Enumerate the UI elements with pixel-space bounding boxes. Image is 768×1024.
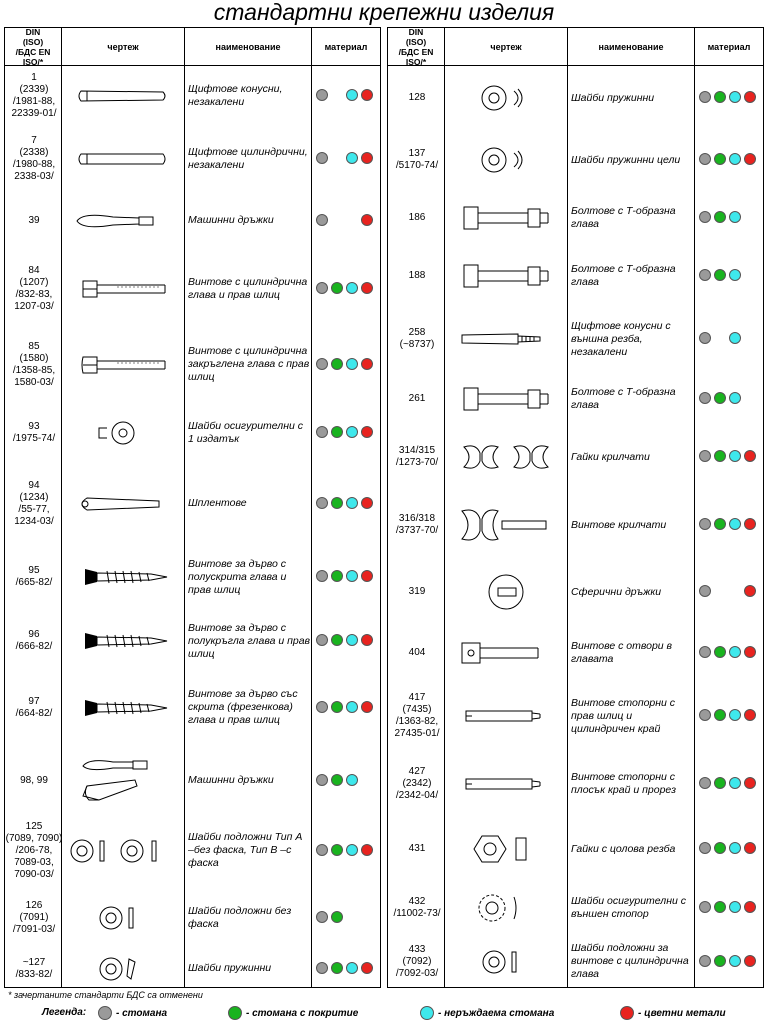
part-name: Шайби пружинни (188, 962, 272, 974)
material-indicators (696, 424, 762, 490)
din-number: 258 (~8737) (399, 327, 435, 350)
material-indicators (313, 249, 379, 328)
din-number: 432 /11002-73/ (393, 896, 441, 919)
coated-steel-dot (714, 518, 726, 530)
din-number: 94 (1234) /55-77, 1234-03/ (14, 479, 54, 527)
coated-steel-dot (331, 570, 343, 582)
steel-dot (316, 426, 328, 438)
header-name: наименование (598, 41, 664, 52)
nonferrous-dot (744, 955, 756, 967)
part-name: Винтове крилчати (571, 518, 667, 531)
din-number: 95 /665-82/ (15, 565, 53, 588)
part-name: Шайби пружинни (571, 91, 655, 104)
part-name: Щифтове цилиндрични, незакалени (188, 146, 308, 171)
table-row (5, 670, 380, 745)
table-row (5, 612, 380, 670)
part-name: Винтове за дърво с полукръгла глава и прав шлиц (188, 621, 311, 660)
material-indicators (696, 189, 762, 247)
part-name: Шплентове (188, 497, 247, 509)
steel-dot (699, 269, 711, 281)
table-row (388, 424, 763, 490)
steel-dot (316, 89, 328, 101)
material-indicators (313, 65, 379, 126)
coated-steel-dot (714, 955, 726, 967)
nonferrous-dot (744, 585, 756, 597)
material-indicators (313, 542, 379, 612)
nonferrous-dot (744, 777, 756, 789)
footnote: * зачертаните стандарти БДС са отменени (8, 990, 203, 1000)
steel-dot (699, 91, 711, 103)
table-row (388, 624, 763, 682)
part-drawing (446, 490, 566, 560)
part-drawing (63, 328, 183, 401)
steel-dot (699, 709, 711, 721)
steel-dot (316, 774, 328, 786)
din-number: 125 (7089, 7090) /206-78, 7089-03, 7090-03/ (5, 820, 63, 880)
stainless-steel-dot (346, 844, 358, 856)
part-name: Винтове стопорни с плосък край и прорез (571, 771, 677, 796)
header-material: материал (324, 41, 368, 52)
part-drawing (446, 373, 566, 424)
material-indicators (696, 936, 762, 987)
part-name: Винтове за дърво със скрита (фрезенкова) глава и прав шлиц (188, 688, 298, 726)
material-indicators (696, 818, 762, 880)
part-name: Шайби пружинни цели (571, 153, 681, 166)
din-number: 137 /5170-74/ (395, 148, 439, 171)
part-name: Винтове за дърво с полускрита глава и прав шлиц (188, 557, 287, 596)
table-row (5, 745, 380, 816)
coated-steel-dot (714, 91, 726, 103)
part-drawing (446, 131, 566, 189)
material-indicators (696, 373, 762, 424)
table-row (5, 542, 380, 612)
steel-dot (316, 634, 328, 646)
din-number: 319 (408, 586, 426, 597)
stainless-steel-dot (729, 91, 741, 103)
steel-dot (699, 211, 711, 223)
table-row (5, 126, 380, 192)
din-number: 96 /666-82/ (15, 629, 53, 652)
stainless-steel-dot (346, 497, 358, 509)
part-drawing (63, 670, 183, 745)
stainless-steel-dot (729, 153, 741, 165)
legend (0, 1004, 768, 1022)
table-row (388, 560, 763, 624)
din-number: 404 (408, 647, 426, 658)
coated-steel-dot (714, 709, 726, 721)
steel-dot (316, 570, 328, 582)
coated-steel-dot (331, 774, 343, 786)
part-drawing (446, 560, 566, 624)
part-drawing (446, 818, 566, 880)
part-name: Винтове с цилиндрична закръглена глава с прав шлиц (188, 345, 310, 383)
table-row (388, 936, 763, 987)
material-indicators (313, 465, 379, 542)
stainless-steel-dot (729, 392, 741, 404)
coated-steel-dot (331, 497, 343, 509)
nonferrous-dot (361, 570, 373, 582)
material-indicators (313, 126, 379, 192)
header-din: DIN (ISO) /БДС EN ISO/* (398, 26, 434, 67)
stainless-steel-dot (346, 152, 358, 164)
steel-dot (316, 844, 328, 856)
steel-dot (699, 585, 711, 597)
coated-steel-dot (714, 646, 726, 658)
din-number: 93 /1975-74/ (12, 421, 56, 444)
part-drawing (63, 612, 183, 670)
part-name: Шайби подложни без фаска (188, 904, 292, 930)
nonferrous-dot (361, 358, 373, 370)
material-indicators (313, 885, 379, 950)
part-name: Болтове с Т-образна глава (571, 385, 676, 411)
material-indicators (313, 950, 379, 987)
din-number: 314/315 /1273-70/ (395, 445, 439, 468)
coated-steel-dot (714, 392, 726, 404)
nonferrous-dot (361, 282, 373, 294)
din-number: 316/318 /3737-70/ (395, 513, 439, 536)
nonferrous-dot (744, 153, 756, 165)
header-name: наименование (215, 41, 281, 52)
part-name: Болтове с Т-образна глава (571, 205, 676, 230)
steel-dot (316, 497, 328, 509)
part-drawing (446, 936, 566, 987)
steel-dot (316, 962, 328, 974)
stainless-steel-dot (729, 332, 741, 344)
nonferrous-dot (361, 962, 373, 974)
din-number: 39 (28, 214, 40, 226)
nonferrous-dot (361, 152, 373, 164)
coated-steel-dot (331, 844, 343, 856)
coated-steel-dot (714, 842, 726, 854)
part-name: Шайби подложни Тип А –без фаска, Тип В –с фаска (188, 831, 303, 869)
part-drawing (63, 542, 183, 612)
nonferrous-dot (361, 634, 373, 646)
steel-dot (316, 282, 328, 294)
legend-nonferrous: - цветни метали (620, 1006, 726, 1020)
part-name: Шайби осигурителни с 1 издатък (188, 420, 303, 445)
steel-dot (699, 955, 711, 967)
stainless-steel-dot (729, 211, 741, 223)
din-number: 85 (1580) /1358-85, 1580-03/ (12, 340, 56, 388)
table-row (5, 465, 380, 542)
page-title: стандартни крепежни изделия (213, 0, 555, 25)
nonferrous-dot (744, 709, 756, 721)
steel-dot (699, 777, 711, 789)
stainless-steel-dot (729, 709, 741, 721)
part-name: Винтове стопорни с прав шлиц и цилиндричен край (571, 696, 676, 735)
nonferrous-dot (361, 497, 373, 509)
coated-steel-dot (714, 777, 726, 789)
coated-steel-dot (714, 901, 726, 913)
part-drawing (446, 880, 566, 936)
part-name: Шайби осигурителни с външен стопор (571, 895, 686, 920)
part-drawing (446, 305, 566, 373)
stainless-steel-dot (729, 646, 741, 658)
steel-dot (316, 214, 328, 226)
steel-dot (699, 450, 711, 462)
legend-stainless-steel: - неръждаема стомана (420, 1006, 554, 1020)
nonferrous-dot (744, 91, 756, 103)
steel-dot (699, 646, 711, 658)
table-row (388, 247, 763, 305)
material-indicators (696, 560, 762, 624)
legend-title: Легенда: (42, 1007, 87, 1018)
part-name: Болтове с Т-образна глава (571, 263, 676, 288)
stainless-steel-dot (346, 570, 358, 582)
stainless-steel-dot (729, 842, 741, 854)
coated-steel-dot (331, 911, 343, 923)
part-drawing (63, 65, 183, 126)
part-drawing (63, 950, 183, 987)
part-name: Сферични дръжки (571, 585, 662, 598)
fasteners-table-right (387, 27, 764, 988)
material-indicators (696, 624, 762, 682)
material-indicators (313, 745, 379, 816)
steel-dot (316, 701, 328, 713)
nonferrous-dot (361, 844, 373, 856)
coated-steel-dot (331, 282, 343, 294)
part-drawing (446, 424, 566, 490)
table-row (5, 401, 380, 465)
part-name: Щифтове конусни с външна резба, незакалени (571, 319, 671, 358)
stainless-steel-dot (729, 269, 741, 281)
stainless-steel-dot (346, 282, 358, 294)
steel-dot (699, 392, 711, 404)
header-din: DIN (ISO) /БДС EN ISO/* (15, 26, 51, 67)
part-drawing (446, 65, 566, 131)
material-indicators (313, 816, 379, 885)
coated-steel-dot (331, 701, 343, 713)
din-number: 261 (408, 392, 426, 404)
steel-dot (699, 901, 711, 913)
table-row (388, 490, 763, 560)
din-number: 126 (7091) /7091-03/ (12, 899, 56, 935)
nonferrous-dot (744, 842, 756, 854)
header-drawing: чертеж (107, 41, 139, 52)
table-row (388, 65, 763, 131)
legend-coated-steel: - стомана с покритие (228, 1006, 358, 1020)
din-number: 97 /664-82/ (15, 695, 53, 719)
table-row (388, 880, 763, 936)
table-row (388, 373, 763, 424)
coated-steel-dot (331, 426, 343, 438)
part-drawing (63, 126, 183, 192)
stainless-steel-dot (346, 426, 358, 438)
part-name: Машинни дръжки (188, 774, 274, 786)
din-number: 1 (2339) /1981-88, 22339-01/ (11, 71, 57, 119)
din-number: 186 (408, 212, 426, 223)
material-indicators (313, 670, 379, 745)
table-header (5, 28, 380, 66)
stainless-steel-dot (729, 450, 741, 462)
nonferrous-dot (744, 646, 756, 658)
stainless-steel-dot (346, 358, 358, 370)
stainless-steel-dot (346, 962, 358, 974)
din-number: 433 (7092) /7092-03/ (395, 943, 439, 979)
coated-steel-dot (714, 269, 726, 281)
part-drawing (446, 624, 566, 682)
nonferrous-dot (361, 89, 373, 101)
din-number: 98, 99 (20, 774, 48, 786)
part-drawing (63, 745, 183, 816)
nonferrous-dot (744, 518, 756, 530)
nonferrous-dot (361, 701, 373, 713)
stainless-steel-dot (729, 901, 741, 913)
din-number: 7 (2338) /1980-88, 2338-03/ (12, 135, 56, 182)
table-row (388, 305, 763, 373)
table-row (5, 249, 380, 328)
part-drawing (446, 247, 566, 305)
material-indicators (696, 247, 762, 305)
material-indicators (696, 490, 762, 560)
part-drawing (63, 816, 183, 885)
material-indicators (696, 750, 762, 818)
material-indicators (313, 328, 379, 401)
part-name: Гайки крилчати (571, 450, 650, 463)
table-row (388, 682, 763, 750)
fasteners-table-left (4, 27, 381, 988)
stainless-steel-dot (346, 89, 358, 101)
steel-dot (316, 358, 328, 370)
table-row (388, 818, 763, 880)
part-drawing (446, 750, 566, 818)
header-material: материал (707, 41, 751, 52)
nonferrous-dot (361, 426, 373, 438)
part-name: Шайби подложни за винтове с цилиндрична глава (571, 942, 689, 980)
coated-steel-dot (714, 211, 726, 223)
nonferrous-dot (361, 214, 373, 226)
material-indicators (696, 880, 762, 936)
stainless-steel-dot (346, 774, 358, 786)
din-number: 84 (1207) /832-83, 1207-03/ (14, 264, 54, 312)
stainless-steel-dot (346, 634, 358, 646)
din-number: 431 (408, 843, 426, 854)
part-drawing (63, 192, 183, 249)
coated-steel-dot (331, 634, 343, 646)
steel-dot (699, 842, 711, 854)
table-row (5, 65, 380, 126)
table-row (5, 192, 380, 249)
table-row (388, 750, 763, 818)
table-header (388, 28, 763, 66)
part-drawing (63, 249, 183, 328)
material-indicators (313, 612, 379, 670)
din-number: 427 (2342) /2342-04/ (395, 766, 439, 801)
part-drawing (446, 682, 566, 750)
part-drawing (63, 465, 183, 542)
coated-steel-dot (331, 962, 343, 974)
legend-steel: - стомана (98, 1006, 167, 1020)
steel-dot (316, 911, 328, 923)
coated-steel-dot (714, 450, 726, 462)
table-row (5, 816, 380, 885)
steel-dot (316, 152, 328, 164)
part-name: Машинни дръжки (188, 214, 274, 226)
steel-dot (699, 153, 711, 165)
part-drawing (63, 401, 183, 465)
steel-dot (699, 332, 711, 344)
material-indicators (696, 305, 762, 373)
part-drawing (446, 189, 566, 247)
table-row (5, 950, 380, 987)
header-drawing: чертеж (490, 41, 522, 52)
stainless-steel-dot (729, 777, 741, 789)
coated-steel-dot (331, 358, 343, 370)
din-number: ~127 /833-82/ (15, 956, 53, 980)
part-name: Винтове с цилиндрична глава и прав шлиц (188, 275, 308, 301)
part-name: Винтове с отвори в главата (571, 640, 673, 665)
din-number: 188 (408, 270, 426, 281)
stainless-steel-dot (346, 701, 358, 713)
material-indicators (696, 131, 762, 189)
part-drawing (63, 885, 183, 950)
material-indicators (313, 401, 379, 465)
coated-steel-dot (714, 153, 726, 165)
stainless-steel-dot (729, 518, 741, 530)
part-name: Щифтове конусни, незакалени (188, 82, 283, 108)
table-row (388, 189, 763, 247)
material-indicators (313, 192, 379, 249)
material-indicators (696, 682, 762, 750)
din-number: 128 (408, 92, 426, 103)
part-name: Гайки с цолова резба (571, 842, 676, 855)
steel-dot (699, 518, 711, 530)
nonferrous-dot (744, 450, 756, 462)
material-indicators (696, 65, 762, 131)
table-row (388, 131, 763, 189)
nonferrous-dot (744, 901, 756, 913)
din-number: 417 (7435) /1363-82, 27435-01/ (394, 692, 440, 739)
stainless-steel-dot (729, 955, 741, 967)
table-row (5, 328, 380, 401)
table-row (5, 885, 380, 950)
